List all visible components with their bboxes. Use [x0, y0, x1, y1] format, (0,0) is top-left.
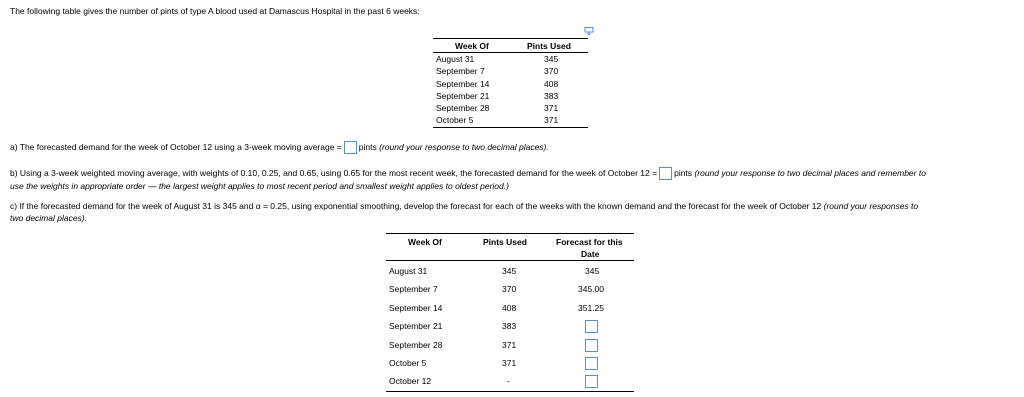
- table-row: [433, 102, 588, 114]
- week-cell: August 31: [436, 54, 475, 64]
- table-row: [386, 262, 634, 280]
- part-c-line2: two decimal places).: [10, 213, 88, 223]
- pints-table-header: [433, 38, 588, 53]
- pints-cell: 408: [502, 302, 517, 313]
- table-row: [433, 65, 588, 77]
- pints-cell: 371: [502, 339, 517, 350]
- part-b-line2: use the weights in appropriate order — the largest weight applies to most recent period and smallest weight applies to oldest period.): [10, 181, 509, 191]
- intro-text: The following table gives the number of pints of type A blood used at Damascus Hospital in the past 6 weeks:: [10, 6, 420, 16]
- table-row: [433, 53, 588, 65]
- week-cell: October 12: [389, 376, 432, 387]
- forecast-cell: 345.00: [578, 284, 604, 295]
- pints-cell: 370: [544, 66, 559, 77]
- pints-cell: 383: [502, 321, 517, 332]
- header-forecast-date: Date: [581, 249, 600, 259]
- week-cell: September 28: [389, 339, 443, 350]
- weighted-average-input[interactable]: [659, 167, 672, 180]
- header-pints-used: Pints Used: [527, 41, 571, 51]
- week-cell: September 28: [436, 103, 490, 114]
- forecast-input[interactable]: [585, 375, 598, 388]
- pints-cell: 345: [502, 266, 517, 276]
- smoothing-table-header: [386, 233, 634, 261]
- exponential-smoothing-table: [386, 233, 634, 392]
- forecast-cell: 345: [585, 266, 600, 276]
- pints-cell: -: [507, 376, 510, 387]
- week-cell: October 5: [389, 357, 427, 368]
- table-row: [386, 280, 634, 298]
- table-row: [386, 299, 634, 317]
- week-cell: August 31: [389, 266, 428, 276]
- table-row: [386, 336, 634, 354]
- pints-cell: 371: [502, 357, 517, 368]
- week-cell: October 5: [436, 115, 474, 126]
- part-c-instruction: (round your responses to: [823, 201, 919, 211]
- week-cell: September 21: [436, 90, 490, 101]
- part-a-unit: pints: [358, 141, 377, 152]
- table-row: [433, 90, 588, 102]
- part-c-line1: [10, 201, 918, 211]
- week-cell: September 14: [389, 302, 443, 313]
- header-forecast: Forecast for this: [556, 237, 623, 247]
- pints-table-footer-rule: [433, 127, 588, 128]
- part-b-instruction: (round your response to two decimal places and remember to: [694, 167, 926, 178]
- pints-table: [433, 38, 588, 128]
- smoothing-table-footer-rule: [386, 391, 634, 392]
- pints-cell: 408: [544, 78, 559, 89]
- week-cell: September 7: [389, 284, 438, 295]
- pints-cell: 371: [544, 115, 559, 126]
- table-row: [386, 372, 634, 390]
- pints-cell: 383: [544, 90, 559, 101]
- forecast-input[interactable]: [585, 357, 598, 370]
- week-cell: September 21: [389, 321, 443, 332]
- table-row: [386, 354, 634, 372]
- part-a-prefix: a) The forecasted demand for the week of October 12 using a 3-week moving average =: [10, 141, 342, 152]
- header-week-of: Week Of: [455, 41, 489, 51]
- part-b-prefix: b) Using a 3-week weighted moving average, with weights of 0.10, 0.25, and 0.65, using 0.65 for the most recent week, the forecasted demand for the week of October 12 =: [10, 167, 658, 178]
- forecast-input[interactable]: [585, 320, 598, 333]
- part-a: [10, 141, 549, 154]
- pints-cell: 370: [502, 284, 517, 295]
- part-b-line1: [10, 167, 926, 180]
- table-row: [386, 317, 634, 335]
- week-cell: September 14: [436, 78, 490, 89]
- forecast-cell: 351.25: [578, 302, 604, 313]
- copy-table-icon[interactable]: [584, 27, 594, 35]
- header-pints-used: Pints Used: [483, 237, 527, 247]
- week-cell: September 7: [436, 66, 485, 77]
- pints-cell: 371: [544, 103, 559, 114]
- pints-cell: 345: [544, 54, 559, 64]
- header-week-of: Week Of: [408, 237, 442, 247]
- table-row: [433, 114, 588, 126]
- forecast-input[interactable]: [585, 339, 598, 352]
- table-row: [433, 78, 588, 90]
- moving-average-input[interactable]: [344, 141, 357, 154]
- part-a-instruction: (round your response to two decimal places).: [379, 141, 549, 152]
- part-b-unit: pints: [674, 167, 693, 178]
- part-c-text: c) If the forecasted demand for the week of August 31 is 345 and α = 0.25, using exponential smoothing, develop the forecast for each of the weeks with the known demand and the forecast for the week of October 12: [10, 201, 822, 211]
